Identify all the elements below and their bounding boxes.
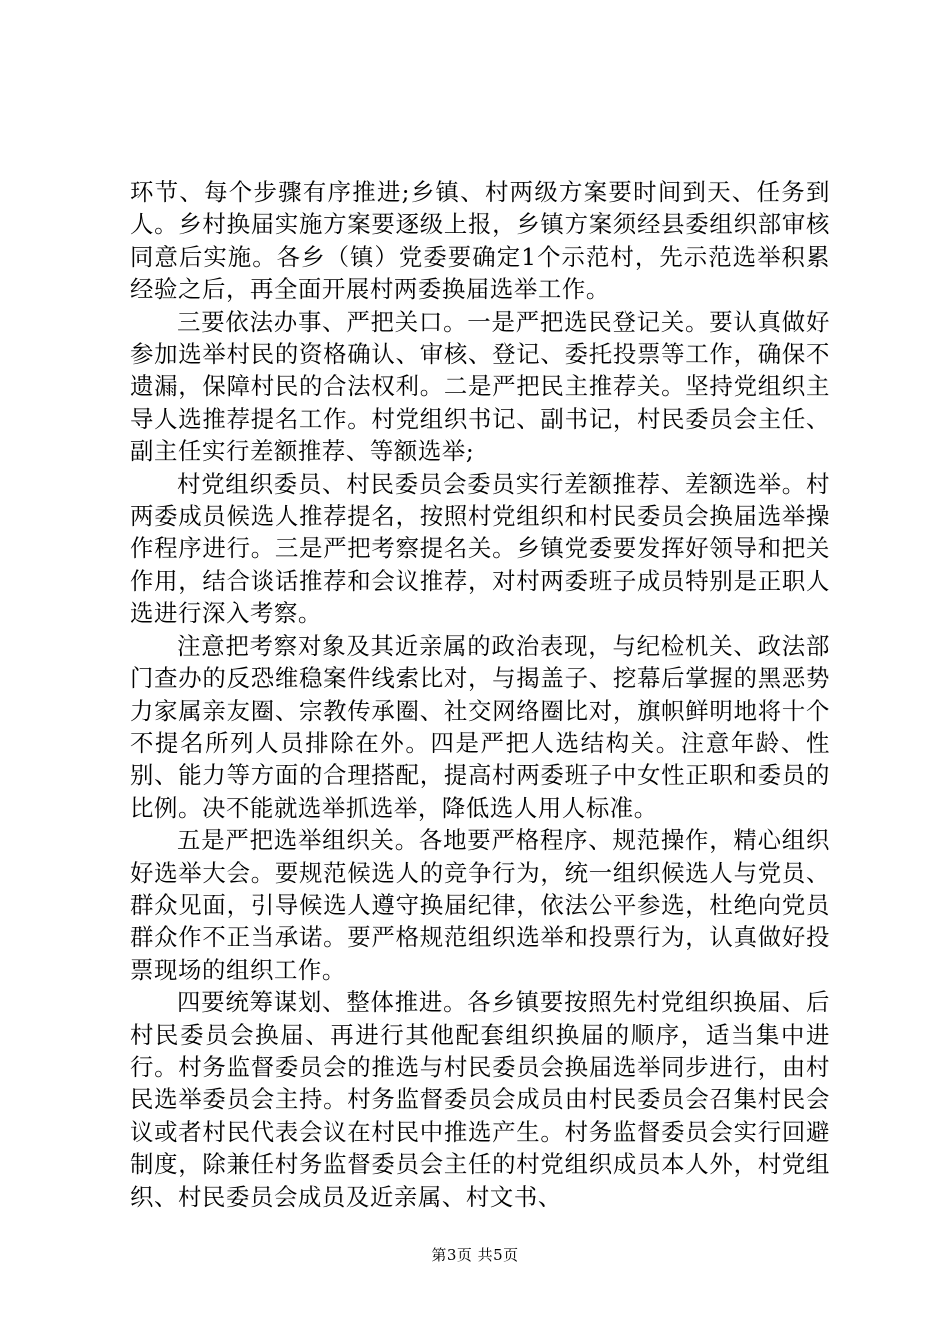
paragraph: 环节、每个步骤有序推进;乡镇、村两级方案要时间到天、任务到人。乡村换届实施方案要逐级上报，乡镇方案须经县委组织部审核同意后实施。各乡（镇）党委要确定1个示范村，先示范选举积累经验之后，再全面开展村两委换届选举工作。: [130, 178, 830, 304]
document-body: [130, 176, 830, 1213]
paragraph: 注意把考察对象及其近亲属的政治表现，与纪检机关、政法部门查办的反恐维稳案件线索比对，与揭盖子、挖幕后掌握的黑恶势力家属亲友圈、宗教传承圈、社交网络圈比对，旗帜鲜明地将十个不提名所列人员排除在外。四是严把人选结构关。注意年龄、性别、能力等方面的合理搭配，提高村两委班子中女性正职和委员的比例。决不能就选举抓选举，降低选人用人标准。: [130, 631, 830, 822]
paragraph: 五是严把选举组织关。各地要严格程序、规范操作，精心组织好选举大会。要规范候选人的竞争行为，统一组织候选人与党员、群众见面，引导候选人遵守换届纪律，依法公平参选，杜绝向党员群众作不正当承诺。要严格规范组织选举和投票行为，认真做好投票现场的组织工作。: [130, 826, 830, 984]
paragraph: 村党组织委员、村民委员会委员实行差额推荐、差额选举。村两委成员候选人推荐提名，按照村党组织和村民委员会换届选举操作程序进行。三是严把考察提名关。乡镇党委要发挥好领导和把关作用，结合谈话推荐和会议推荐，对村两委班子成员特别是正职人选进行深入考察。: [130, 469, 830, 628]
paragraph: 三要依法办事、严把关口。一是严把选民登记关。要认真做好参加选举村民的资格确认、审核、登记、委托投票等工作，确保不遗漏，保障村民的合法权利。二是严把民主推荐关。坚持党组织主导人选推荐提名工作。村党组织书记、副书记，村民委员会主任、副主任实行差额推荐、等额选举;: [130, 307, 830, 466]
paragraph: 四要统筹谋划、整体推进。各乡镇要按照先村党组织换届、后村民委员会换届、再进行其他配套组织换届的顺序，适当集中进行。村务监督委员会的推选与村民委员会换届选举同步进行，由村民选举委员会主持。村务监督委员会成员由村民委员会召集村民会议或者村民代表会议在村民中推选产生。村务监督委员会实行回避制度，除兼任村务监督委员会主任的村党组织成员本人外，村党组织、村民委员会成员及近亲属、村文书、: [130, 988, 830, 1211]
page-number: 第3页 共5页: [431, 1246, 519, 1264]
